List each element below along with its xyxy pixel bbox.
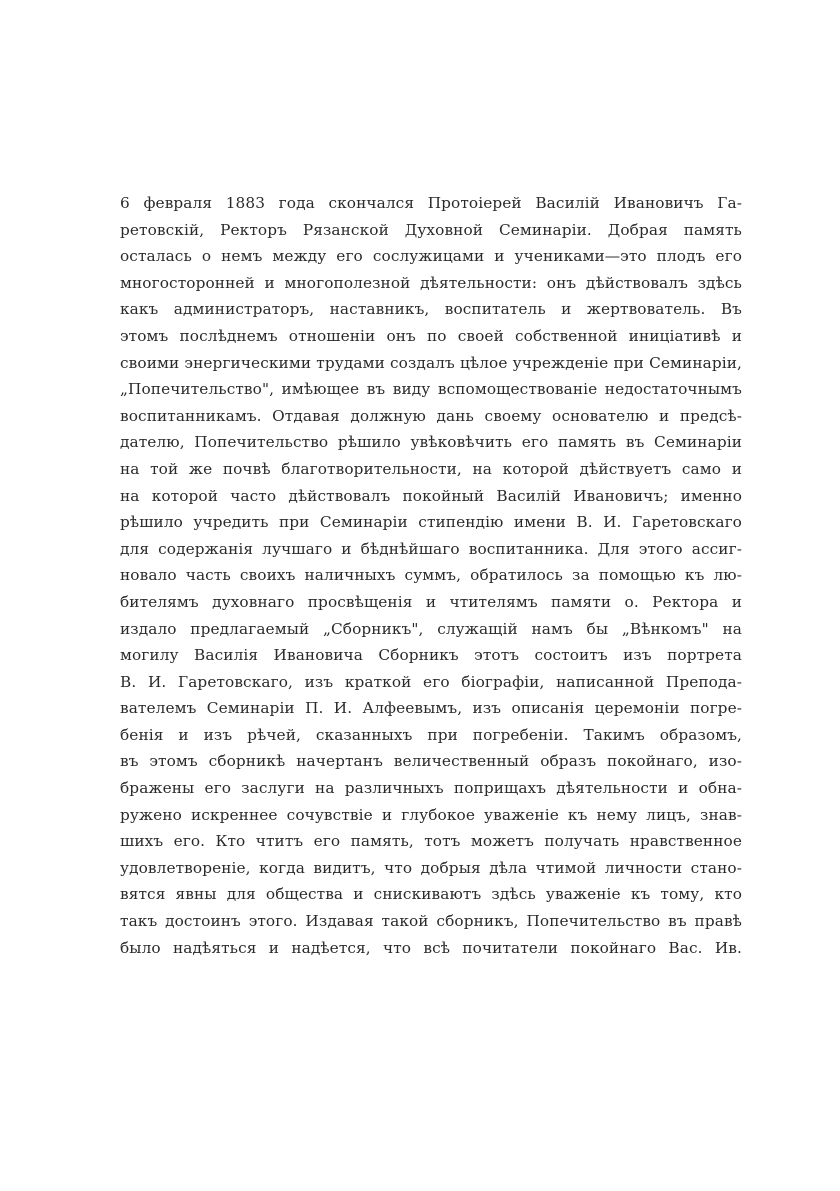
text-line: могилу Василія Ивановича Сборникъ этотъ состоитъ изъ портрета <box>120 646 742 665</box>
text-line: этомъ послѣднемъ отношеніи онъ по своей собственной иниціативѣ и <box>120 326 742 345</box>
text-line: бенія и изъ рѣчей, сказанныхъ при погребеніи. Такимъ образомъ, <box>120 725 742 744</box>
text-line: на той же почвѣ благотворительности, на которой дѣйствуетъ само и <box>120 459 742 478</box>
text-line: своими энергическими трудами создалъ цѣлое учрежденіе при Семинаріи, <box>120 353 742 372</box>
text-line: для содержанія лучшаго и бѣднѣйшаго воспитанника. Для этого ассиг- <box>120 539 742 558</box>
text-line: издало предлагаемый „Сборникъ", служащій намъ бы „Вѣнкомъ" на <box>120 619 742 638</box>
text-line: ретовскій, Ректоръ Рязанской Духовной Семинаріи. Добрая память <box>120 220 742 239</box>
text-line: воспитанникамъ. Отдавая должную дань своему основателю и предсѣ- <box>120 406 742 425</box>
text-line: на которой часто дѣйствовалъ покойный Василій Ивановичъ; именно <box>120 486 742 505</box>
text-line: было надѣяться и надѣется, что всѣ почитатели покойнаго Вас. Ив. <box>120 938 742 957</box>
text-line: такъ достоинъ этого. Издавая такой сборникъ, Попечительство въ правѣ <box>120 912 742 931</box>
text-line: 6 февраля 1883 года скончался Протоіерей Василій Ивановичъ Га- <box>120 194 742 212</box>
text-line: бителямъ духовнаго просвѣщенія и чтителямъ памяти о. Ректора и <box>120 592 742 611</box>
text-line: новало часть своихъ наличныхъ суммъ, обратилось за помощью къ лю- <box>120 566 742 585</box>
text-line: „Попечительство", имѣющее въ виду вспомоществованіе недостаточнымъ <box>120 380 742 399</box>
text-line: шихъ его. Кто чтитъ его память, тотъ можетъ получать нравственное <box>120 832 742 851</box>
text-line: рѣшило учредить при Семинаріи стипендію имени В. И. Гаретовскаго <box>120 513 742 532</box>
body-text <box>120 190 742 961</box>
text-line: вятся явны для общества и снискиваютъ здѣсь уваженіе къ тому, кто <box>120 885 742 904</box>
text-line: дателю, Попечительство рѣшило увѣковѣчить его память въ Семинаріи <box>120 433 742 452</box>
text-line: въ этомъ сборникѣ начертанъ величественный образъ покойнаго, изо- <box>120 752 742 771</box>
text-line: удовлетвореніе, когда видитъ, что добрыя дѣла чтимой личности стано- <box>120 858 742 877</box>
text-line: бражены его заслуги на различныхъ поприщахъ дѣятельности и обна- <box>120 779 742 798</box>
text-line: ружено искреннее сочувствіе и глубокое уваженіе къ нему лицъ, знав- <box>120 805 742 824</box>
text-line: многосторонней и многополезной дѣятельности: онъ дѣйствовалъ здѣсь <box>120 273 742 292</box>
text-line: вателемъ Семинаріи П. И. Алфеевымъ, изъ описанія церемоніи погре- <box>120 699 742 718</box>
text-line: какъ администраторъ, наставникъ, воспитатель и жертвователь. Въ <box>120 300 742 319</box>
text-line: осталась о немъ между его сослужицами и учениками—это плодъ его <box>120 247 742 266</box>
text-line: В. И. Гаретовскаго, изъ краткой его біографіи, написанной Препода- <box>120 672 742 691</box>
